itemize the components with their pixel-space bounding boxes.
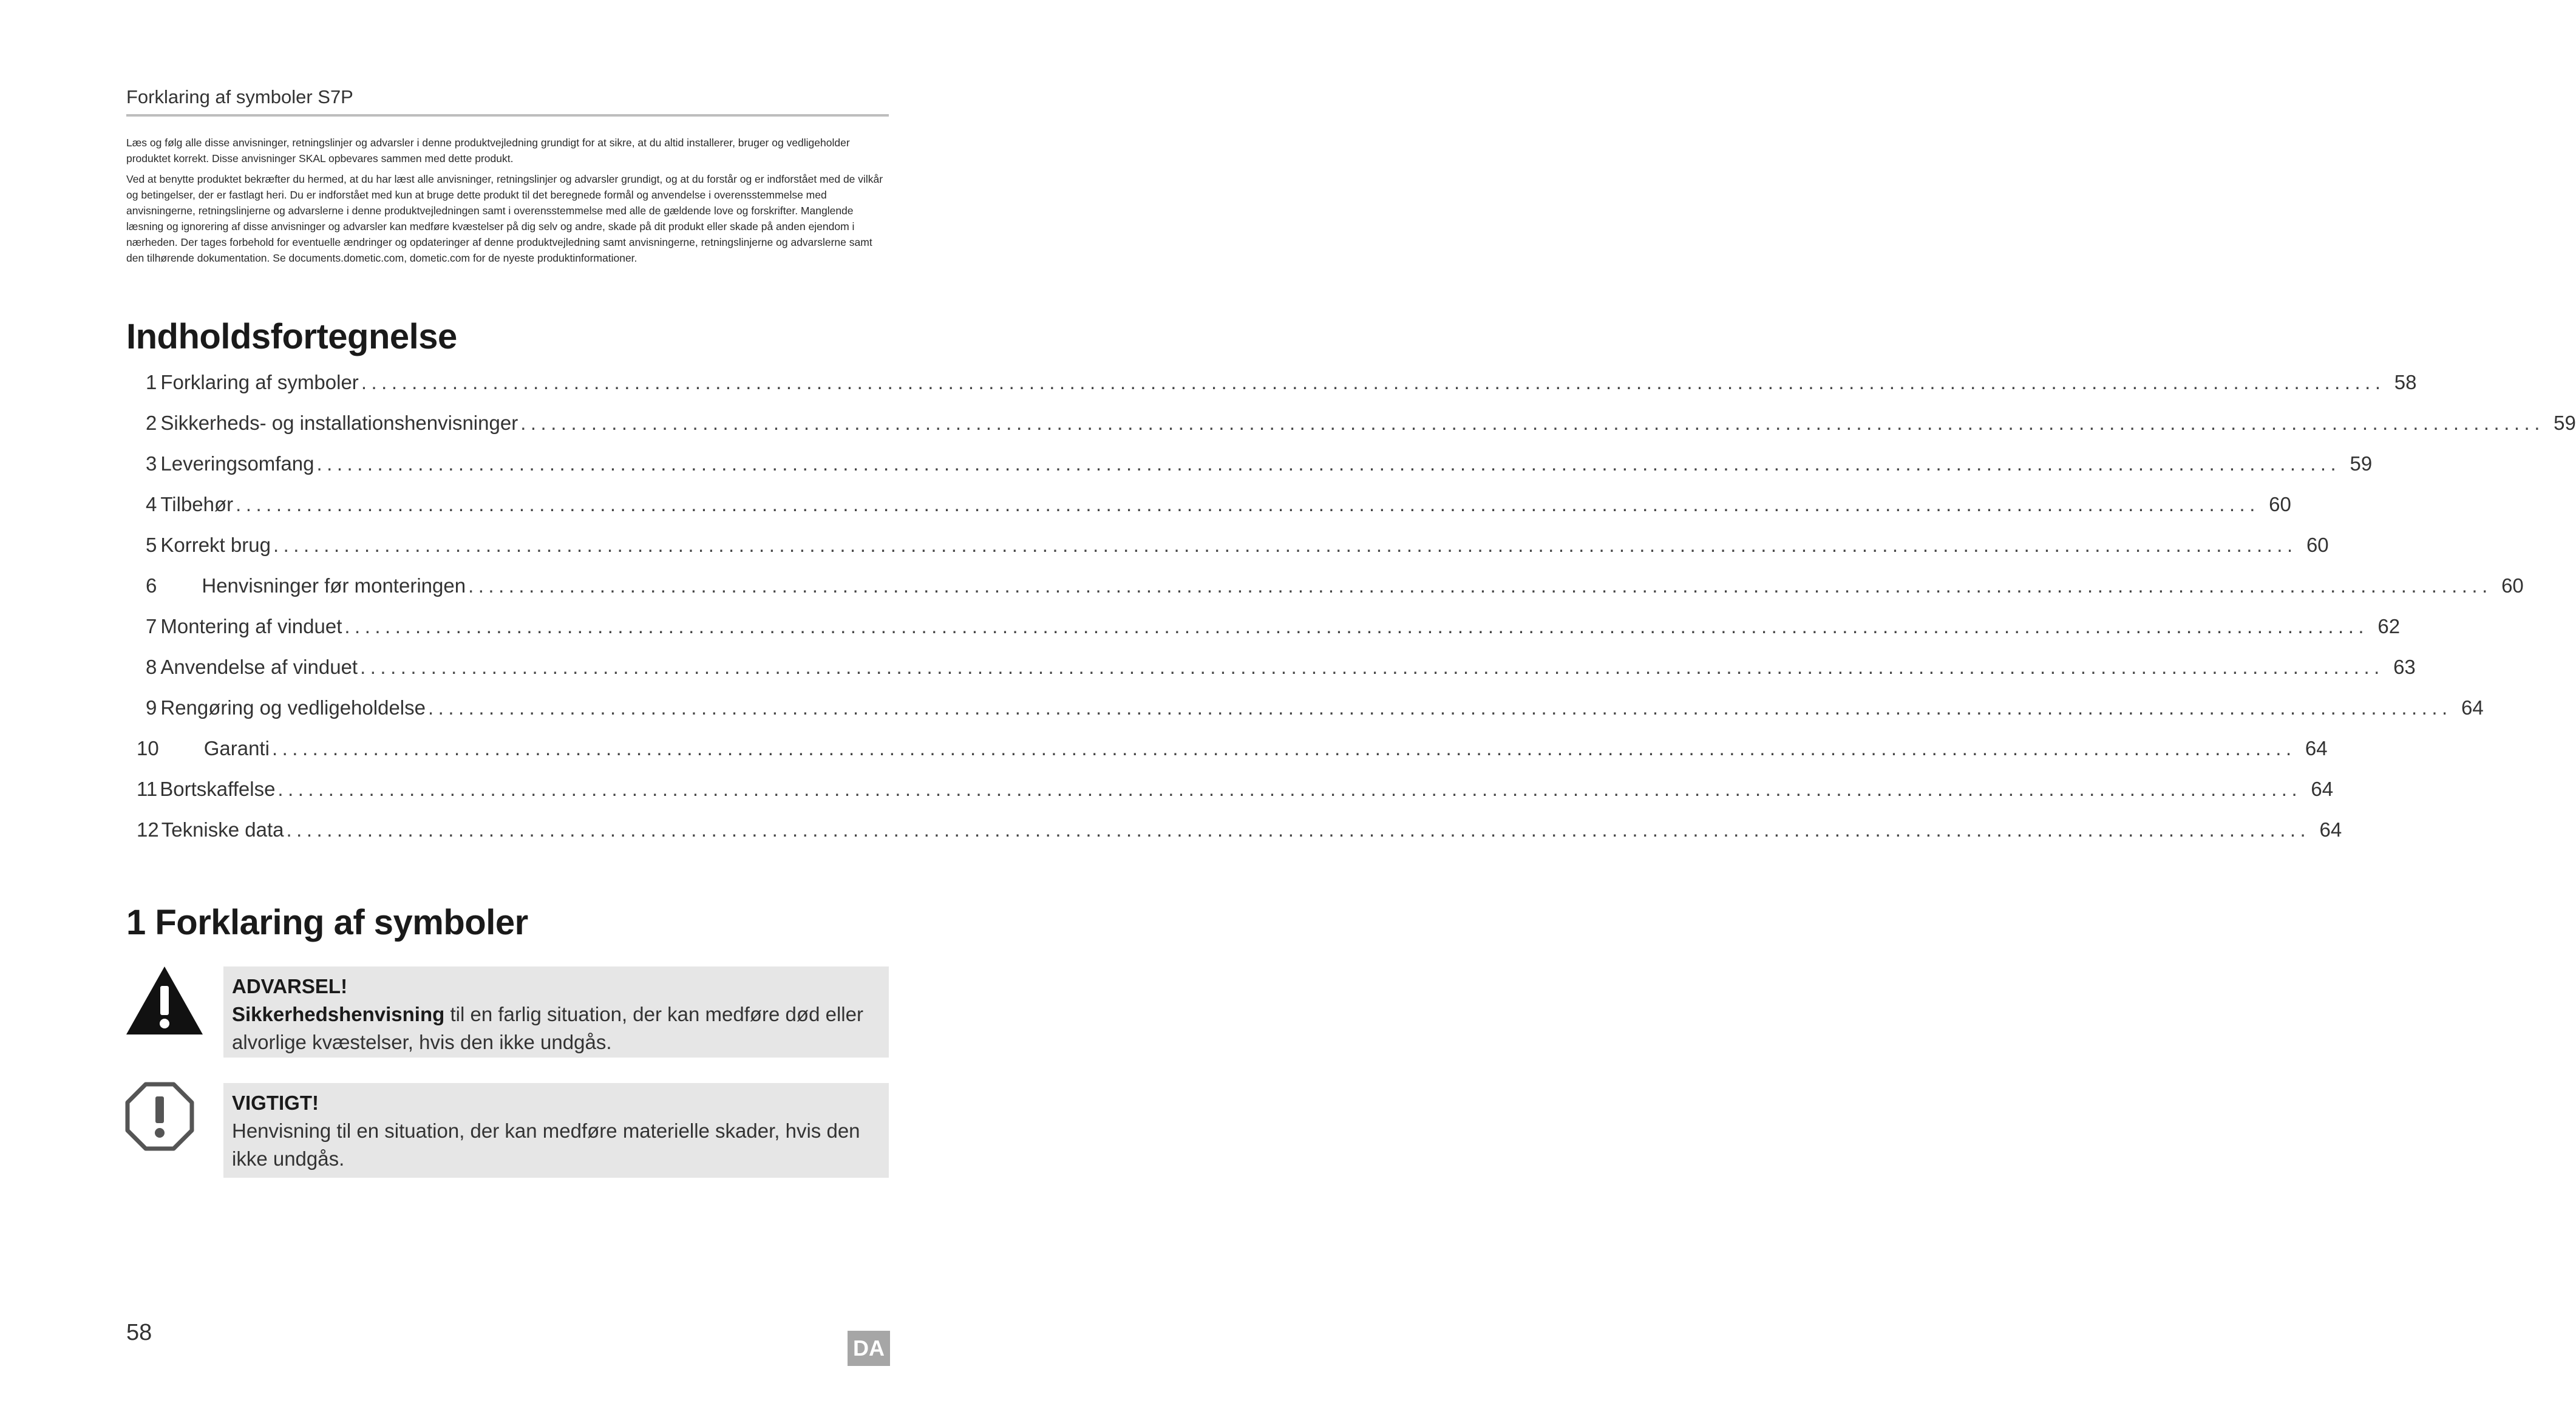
toc-item[interactable] [146,611,2401,642]
intro-paragraph-1: Læs og følg alle disse anvisninger, retningslinjer og advarsler i denne produktvejledning grundigt for at sikre, at du altid installerer, bruger og vedligeholder produktet korrekt. Disse anvisninger SKAL opbevares sammen med dette produkt. [126,137,850,165]
toc-item-number: 2 [146,412,157,434]
toc-item-title: Garanti [203,737,270,759]
toc-item-page: 63 [2393,656,2416,678]
toc-heading: Indholdsfortegnelse [126,317,457,356]
toc-item-title: Rengøring og vedligeholdelse [160,696,426,719]
warning-text: til en farlig situation, der kan medføre død eller alvorlige kvæstelser, hvis den ikke undgås. [232,1003,863,1053]
toc-item-title: Bortskaffelse [160,778,276,800]
toc-item-number: 11 [137,778,158,800]
toc-item-title: Tilbehør [160,493,234,515]
toc-leader-dots: ........................................................................................................................................................................................................ [427,696,2452,719]
toc-item-number: 4 [146,493,157,515]
toc-item[interactable] [146,652,2416,682]
toc-leader-dots: ........................................................................................................................................................................................................ [236,493,2260,515]
toc-item-title: Sikkerheds- og installationshenvisninger [160,412,518,434]
warning-notice [223,966,889,1058]
toc-item-page: 59 [2350,452,2373,475]
toc-item-page: 64 [2461,696,2484,719]
important-title: VIGTIGT! [232,1092,319,1114]
intro-paragraph-2: Ved at benytte produktet bekræfter du hermed, at du har læst alle anvisninger, retningslinjer og advarsler grundigt, og at du forstår og er indforstået med de vilkår og betingelser, der er fastlagt heri. Du er indforstået med kun at bruge dette produkt til det beregnede formål og anvendelse i overensstemmelse med anvisningerne, retningslinjerne og advarslerne i denne produktvejledningen samt i overensstemmelse med alle de gældende love og forskrifter. Manglende læsning og ignorering af disse anvisninger og advarsler kan medføre kvæstelser på dig selv og andre, skade på dit produkt eller skade på anden ejendom i nærheden. Der tages forbehold for eventuelle ændringer og opdateringer af denne produktvejledning samt anvisningerne, retningslinjerne og advarslerne samt den tilhørende dokumentation. Se documents.dometic.com, dometic.com for de nyeste produktinformationer. [126,173,883,264]
toc-leader-dots: ........................................................................................................................................................................................................ [271,737,2296,759]
section-1-heading: 1 Forklaring af symboler [126,903,528,942]
toc-item[interactable] [146,408,2576,438]
toc-item[interactable] [146,367,2417,398]
toc-item-number: 5 [146,534,157,556]
toc-item-number: 1 [146,371,157,393]
toc-item-title: Anvendelse af vinduet [160,656,358,678]
toc-item-page: 64 [2311,778,2334,800]
toc-item-page: 62 [2377,615,2401,637]
toc-item-title: Montering af vinduet [160,615,342,637]
toc-leader-dots: ........................................................................................................................................................................................................ [468,574,2492,597]
toc-item[interactable] [137,815,2342,845]
toc-item-number: 8 [146,656,157,678]
toc-item-title: Tekniske data [161,818,284,841]
page-number: 58 [126,1320,152,1345]
toc-item-page: 60 [2306,534,2329,556]
toc-leader-dots: ........................................................................................................................................................................................................ [360,656,2384,678]
toc-item[interactable] [137,733,2328,764]
language-badge: DA [848,1331,890,1366]
toc-item-number: 6 [146,574,157,597]
toc-item-page: 60 [2269,493,2291,515]
toc-leader-dots: ........................................................................................................................................................................................................ [286,818,2311,841]
toc-item-number: 12 [137,818,159,841]
toc-item-page: 64 [2319,818,2342,841]
toc-item[interactable] [146,489,2291,520]
warning-body [232,1000,880,1056]
warning-title: ADVARSEL! [232,975,348,997]
toc-item-number: 3 [146,452,157,475]
toc-leader-dots: ........................................................................................................................................................................................................ [273,534,2297,556]
toc-item-title: Henvisninger før monteringen [202,574,466,597]
toc-item[interactable] [146,530,2329,560]
toc-item[interactable] [146,571,2524,601]
toc-item-title: Forklaring af symboler [160,371,359,393]
toc-item[interactable] [146,693,2484,723]
toc-leader-dots: ........................................................................................................................................................................................................ [361,371,2385,393]
important-notice [223,1083,889,1178]
toc-item-number: 10 [137,737,159,759]
toc-item-page: 64 [2305,737,2328,759]
toc-item[interactable] [137,774,2334,804]
toc-item-page: 60 [2501,574,2524,597]
running-header: Forklaring af symboler S7P [126,85,889,117]
octagon-exclamation-icon [125,1082,194,1151]
important-text: Henvisning til en situation, der kan medføre materielle skader, hvis den ikke undgås. [232,1119,860,1170]
toc-item-number: 7 [146,615,157,637]
toc-item-title: Korrekt brug [160,534,271,556]
toc-item-page: 59 [2554,412,2576,434]
toc-item-page: 58 [2394,371,2417,393]
warning-triangle-icon [125,965,204,1036]
toc-item-number: 9 [146,696,157,719]
toc-leader-dots: ........................................................................................................................................................................................................ [316,452,2341,475]
toc-item-title: Leveringsomfang [160,452,314,475]
warning-bold-term: Sikkerhedshenvisning [232,1003,445,1025]
intro-text [126,135,890,271]
toc-leader-dots: ........................................................................................................................................................................................................ [520,412,2544,434]
toc-item[interactable] [146,449,2373,479]
toc-leader-dots: ........................................................................................................................................................................................................ [344,615,2369,637]
toc-leader-dots: ........................................................................................................................................................................................................ [277,778,2302,800]
